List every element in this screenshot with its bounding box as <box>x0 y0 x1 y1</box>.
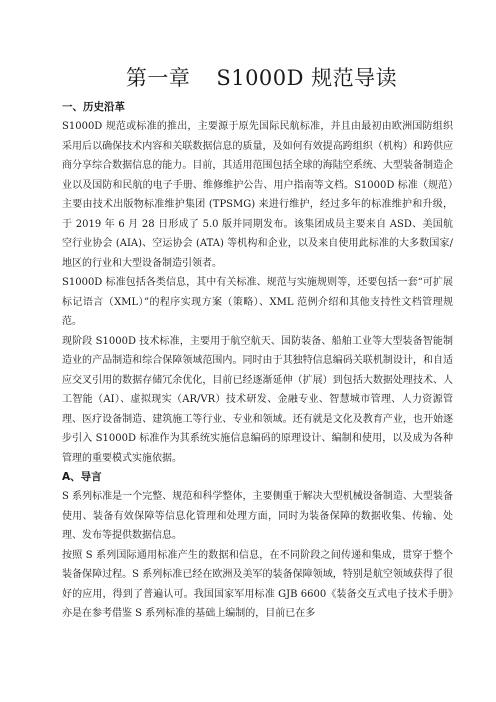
section-heading: A、导言 <box>62 471 102 483</box>
paragraph: S1000D 标准包括各类信息，其中有关标准、规范与实施规则等，还要包括一套“可扩展标记语言（XML）”的程序实现方案（策略）、XML 范例介绍和其他支持性文档管理规范。 <box>62 277 453 327</box>
paragraph: S 系列标准是一个完整、规范和科学整体，主要侧重于解决大型机械设备制造、大型装备使用、装备有效保障等信息化管理和处理方面，同时为装备保障的数据收集、传输、处理、发布等提供数据信息。 <box>62 491 453 541</box>
page-title <box>62 64 453 92</box>
paragraph: 按照 S 系列国际通用标准产生的数据和信息，在不同阶段之间传递和集成，贯穿于整个装备保障过程。S 系列标准已经在欧洲及美军的装备保障领域，特别是航空领域获得了很好的应用，得到了普遍认可。我国国家军用标准 GJB 6600《装备交互式电子技术手册》亦是在参考借鉴 S 系列标准的基础上编制的，目前已在多 <box>62 549 453 619</box>
section-introduction <box>62 468 453 624</box>
section-heading: 一、历史沿革 <box>62 101 125 113</box>
chapter-title: S1000D 规范导读 <box>216 66 398 90</box>
section-history <box>62 98 453 468</box>
paragraph: 现阶段 S1000D 技术标准，主要用于航空航天、国防装备、船舶工业等大型装备智能制造业的产品制造和综合保障领域范围内。同时由于其独特信息编码关联机制设计，和自适应交叉引用的数据存储冗余优化，目前已经逐渐延伸（扩展）到包括大数据处理技术、人工智能（AI）、虚拟现实（AR/VR）技术研发、金融专业、智慧城市管理、人力资源管理、医疗设备制造、建筑施工等行业、专业和领域。还有就是文化及教育产业，也开始逐步引入 S1000D 标准作为其系统实施信息编码的原理设计、编制和使用，以及成为各种管理的重要模式实施依据。 <box>62 335 453 464</box>
paragraph: S1000D 规范或标准的推出，主要源于原先国际民航标准，并且由最初由欧洲国防组织采用后以确保技术内容和关联数据信息的质量，及如何有效提高跨组织（机构）和跨供应商分享综合数据信息的能力。目前，其适用范围包括全球的海陆空系统、大型装备制造企业以及国防和民航的电子手册、维修维护公告、用户指南等文档。S1000D 标准（规范）主要由技术出版物标准维护集团 (TPSMG) 来进行维护，经过多年的标准维护和升级，于 2019 年 6 月 28 日形成了 5.0 版并同期发布。该集团成员主要来自 ASD、美国航空行业协会 (AIA)、空运协会 (ATA) 等机构和企业，以及来自使用此标准的大多数国家/地区的行业和大型设备制造引领者。 <box>62 121 453 269</box>
chapter-label: 第一章 <box>125 66 191 90</box>
